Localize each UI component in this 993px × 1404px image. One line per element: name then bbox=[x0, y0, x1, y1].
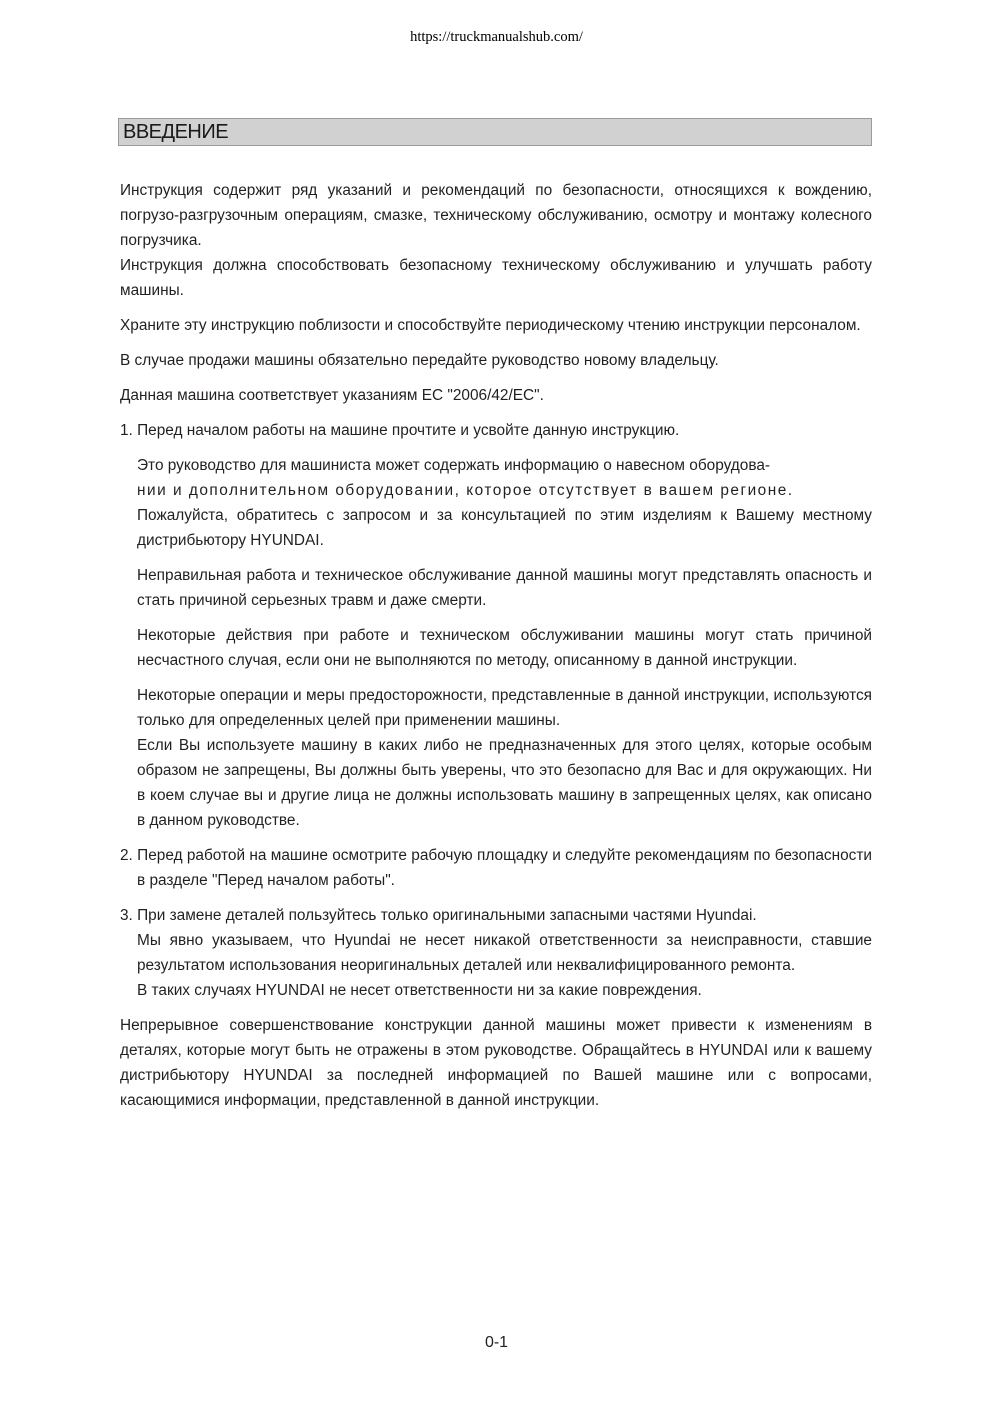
item-1-usage-line-2: Если Вы используете машину в каких либо не предназначенных для этого целях, которые особым образом не запрещены, Вы должны быть уверены, что это безопасно для Вас и для окружающих. Ни в коем случае вы и другие лица не должны использовать машину в запрещенных целях, как описано в данном руководстве. bbox=[137, 737, 872, 829]
document-body bbox=[120, 178, 872, 1113]
item-3-title: 3. При замене деталей пользуйтесь только оригинальными запасными частями Hyundai. bbox=[120, 907, 757, 924]
source-url: https://truckmanualshub.com/ bbox=[410, 29, 583, 45]
item-1-usage-line-1: Некоторые операции и меры предосторожности, представленные в данной инструкции, используются только для определенных целей при применении машины. bbox=[137, 687, 872, 729]
intro-paragraph-2: Инструкция должна способствовать безопасному техническому обслуживанию и улучшать работу машины. bbox=[120, 257, 872, 299]
item-1-attachment-line-1: Это руководство для машиниста может содержать информацию о навесном оборудова- bbox=[137, 457, 771, 474]
item-1-attachment-note bbox=[120, 453, 872, 553]
item-1-attachment-line-2: нии и дополнительном оборудовании, которое отсутствует в вашем регионе. bbox=[137, 482, 794, 499]
section-title: ВВЕДЕНИЕ bbox=[123, 121, 229, 143]
page-number: 0-1 bbox=[484, 1334, 509, 1351]
item-3-damage-note: В таких случаях HYUNDAI не несет ответственности ни за какие повреждения. bbox=[137, 982, 702, 999]
item-3 bbox=[120, 903, 872, 1003]
item-3-liability-note: Мы явно указываем, что Hyundai не несет никакой ответственности за неисправности, ставшие результатом использования неоригинальных деталей или неквалифицированного ремонта. bbox=[137, 932, 872, 974]
resale-paragraph: В случае продажи машины обязательно передайте руководство новому владельцу. bbox=[120, 352, 719, 369]
item-1-attachment-line-3: Пожалуйста, обратитесь с запросом и за консультацией по этим изделиям к Вашему местному дистрибьютору HYUNDAI. bbox=[137, 507, 872, 549]
storage-paragraph: Храните эту инструкцию поблизости и способствуйте периодическому чтению инструкции персоналом. bbox=[120, 317, 861, 334]
closing-paragraph: Непрерывное совершенствование конструкции данной машины может привести к изменениям в деталях, которые могут быть не отражены в этом руководстве. Обращайтесь в HYUNDAI или к вашему дистрибьютору HYUNDAI за последней информацией по Вашей машине или с вопросами, касающимися информации, представленной в данной инструкции. bbox=[120, 1017, 872, 1109]
item-1-usage-note bbox=[120, 683, 872, 833]
section-header-bar bbox=[118, 118, 872, 146]
intro-paragraph: Инструкция содержит ряд указаний и рекомендаций по безопасности, относящихся к вождению, погрузо-разгрузочным операциям, смазке, техническому обслуживанию, осмотру и монтажу колесного погрузчика. bbox=[120, 182, 872, 249]
item-1-title: 1. Перед началом работы на машине прочтите и усвойте данную инструкцию. bbox=[120, 422, 680, 439]
item-2: 2. Перед работой на машине осмотрите рабочую площадку и следуйте рекомендациям по безопасности в разделе "Перед началом работы". bbox=[120, 847, 872, 889]
item-1-danger-note: Неправильная работа и техническое обслуживание данной машины могут представлять опасность и стать причиной серьезных травм и даже смерти. bbox=[137, 567, 872, 609]
compliance-paragraph: Данная машина соответствует указаниям ЕС "2006/42/EC". bbox=[120, 387, 544, 404]
item-1-accident-note: Некоторые действия при работе и техническом обслуживании машины могут стать причиной несчастного случая, если они не выполняются по методу, описанному в данной инструкции. bbox=[137, 627, 872, 669]
